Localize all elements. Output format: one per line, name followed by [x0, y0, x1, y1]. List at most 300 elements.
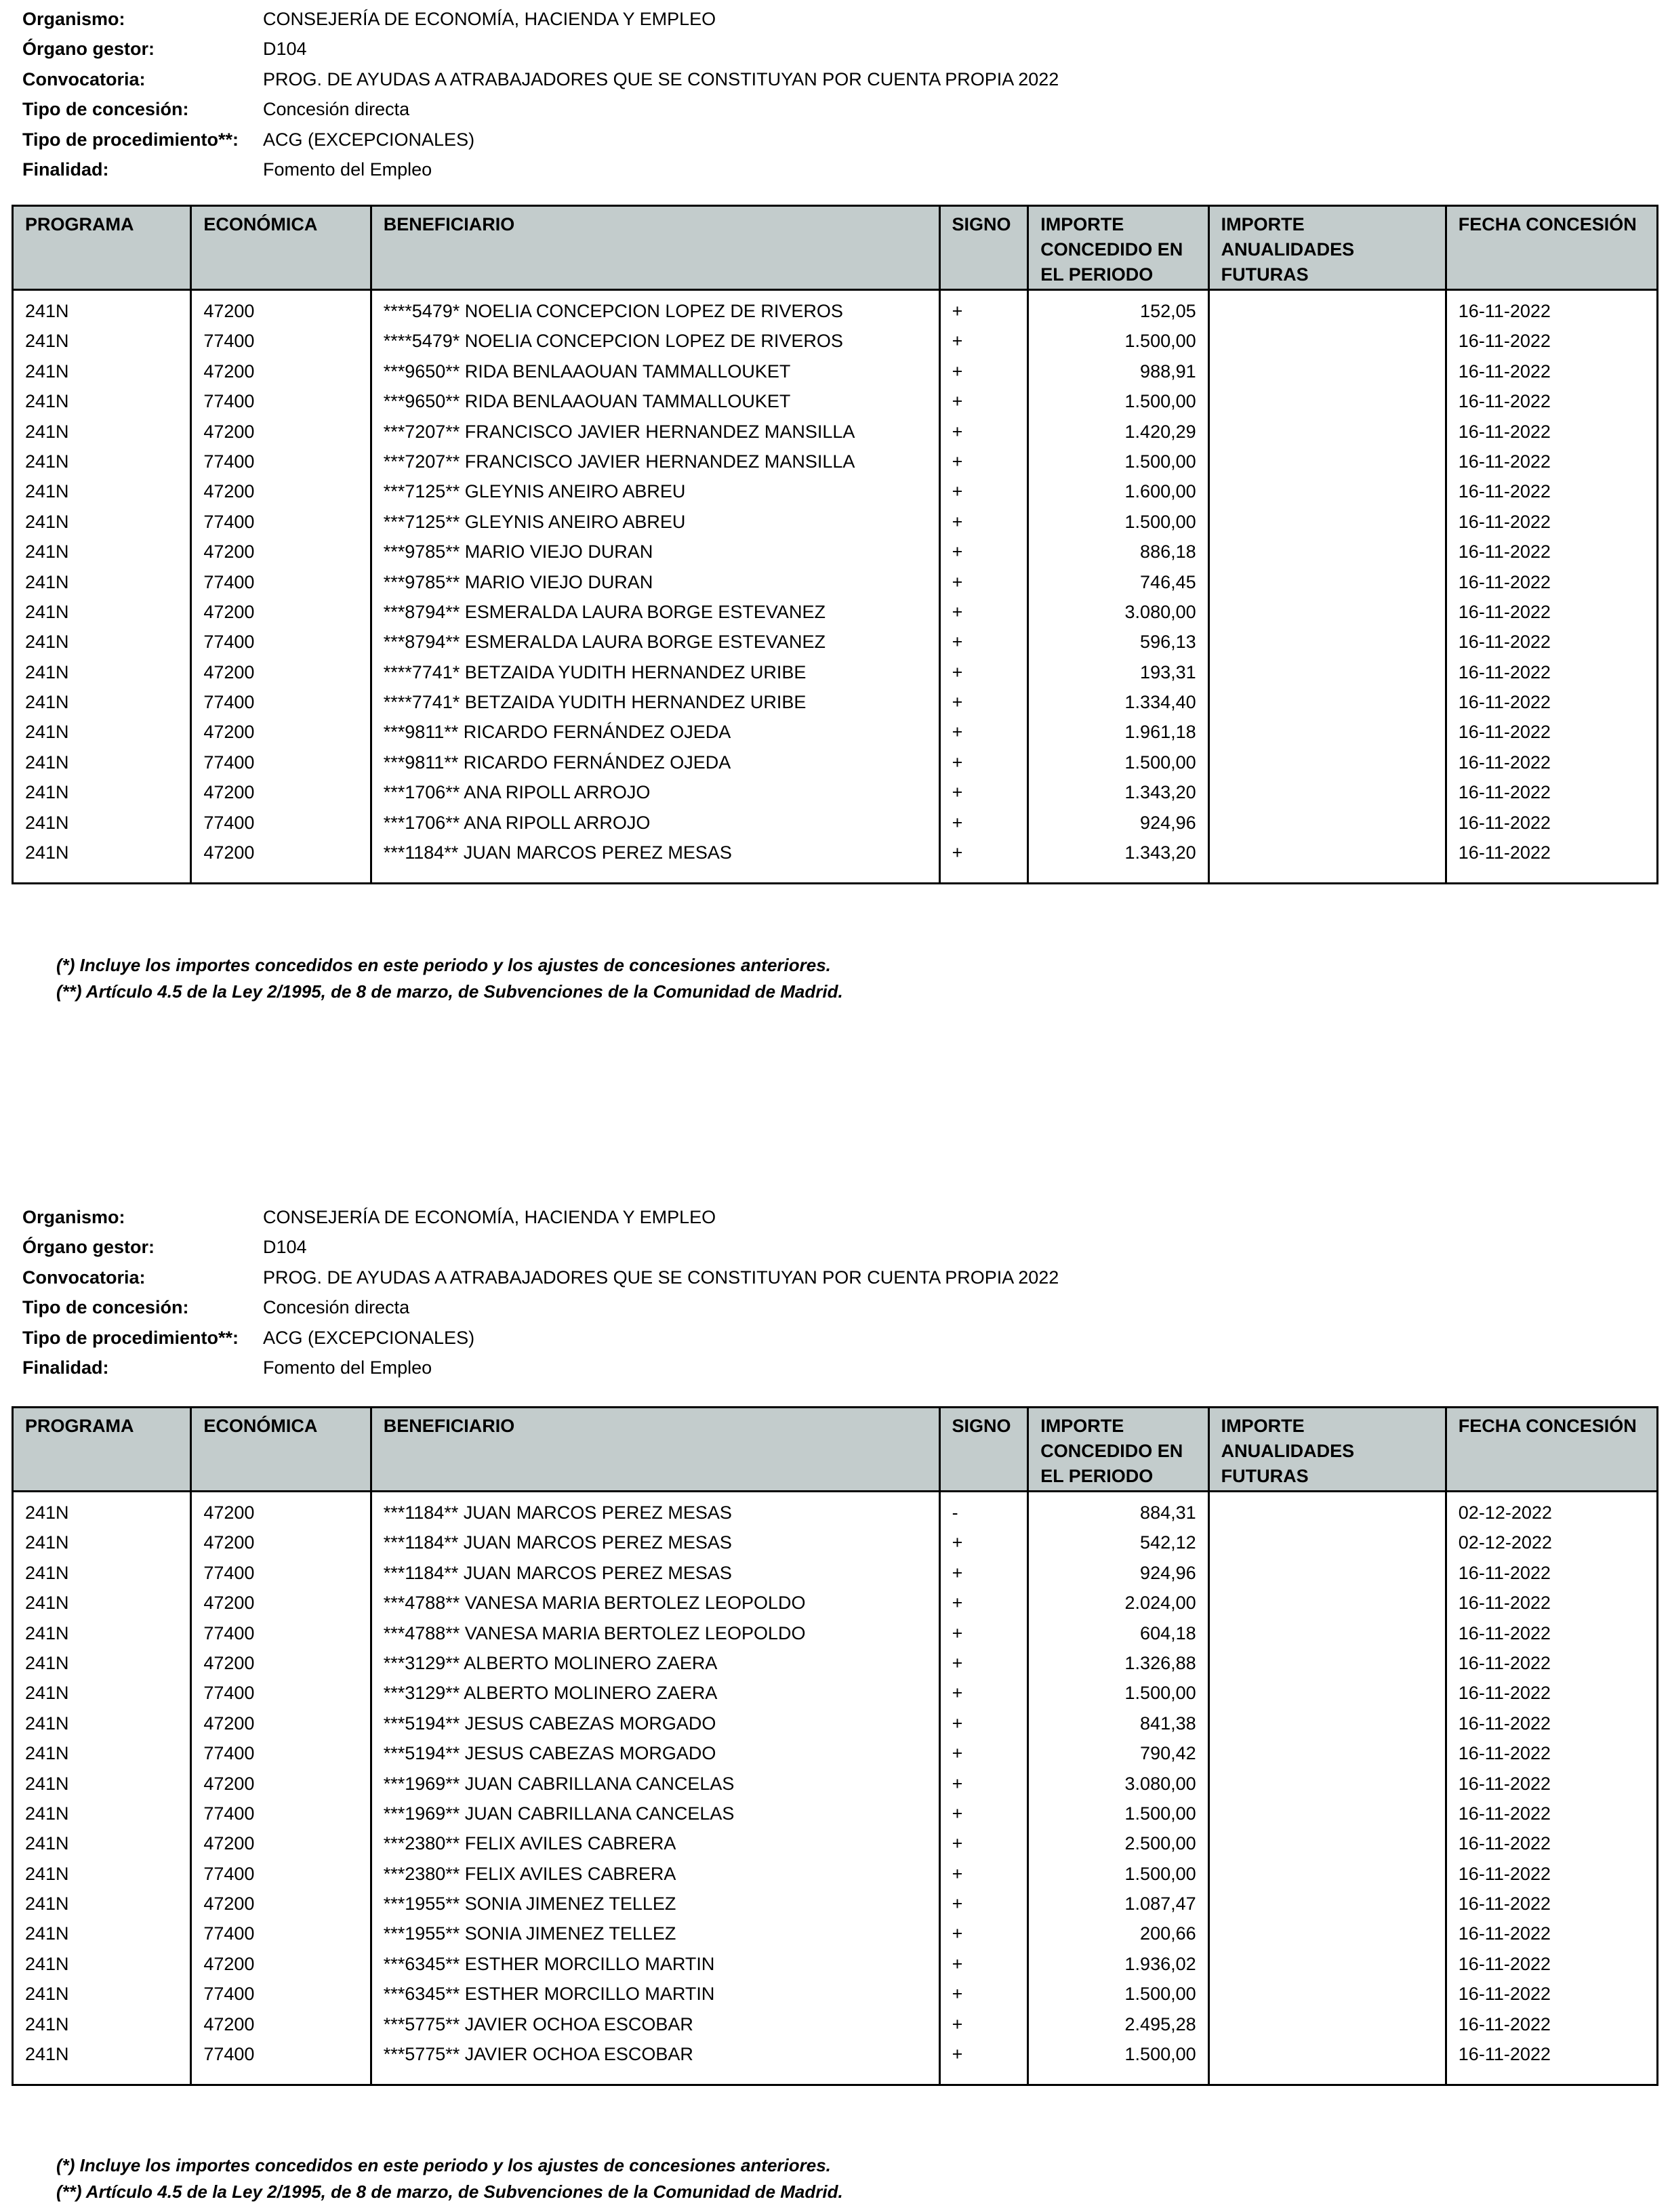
- table-cell-programa: 241N: [25, 1562, 69, 1583]
- table-cell-signo: +: [952, 1713, 963, 1734]
- table-cell-fecha-concesion: 16-11-2022: [1458, 331, 1551, 352]
- header-info-value: CONSEJERÍA DE ECONOMÍA, HACIENDA Y EMPLEO: [263, 1207, 716, 1227]
- table-cell-fecha-concesion: 02-12-2022: [1458, 1532, 1552, 1553]
- table-cell-signo: +: [952, 451, 963, 472]
- header-info-row: [22, 1323, 1059, 1353]
- table-cell-economica: 77400: [203, 2044, 255, 2065]
- table-cell-fecha-concesion: 16-11-2022: [1458, 1743, 1551, 1764]
- column-economica: [192, 1492, 371, 2084]
- table-cell-importe-concedido: 884,31: [1140, 1502, 1196, 1523]
- footnotes: [56, 952, 843, 1005]
- table-cell-signo: +: [952, 752, 963, 773]
- table-cell-importe-concedido: 1.961,18: [1124, 722, 1196, 743]
- table-cell-programa: 241N: [25, 782, 69, 803]
- footnotes: [56, 2152, 843, 2205]
- header-info-row: [22, 1292, 1059, 1322]
- footnote: (**) Artículo 4.5 de la Ley 2/1995, de 8 de marzo, de Subvenciones de la Comunidad de Madrid.: [56, 981, 843, 1002]
- header-info-value: Concesión directa: [263, 99, 410, 120]
- table-cell-signo: +: [952, 1562, 963, 1583]
- table-cell-programa: 241N: [25, 1803, 69, 1824]
- table-cell-beneficiario: ***1969** JUAN CABRILLANA CANCELAS: [383, 1773, 735, 1794]
- table-cell-programa: 241N: [25, 451, 69, 472]
- header-info: [22, 1202, 1059, 1382]
- column-header-importe-concedido: IMPORTE CONCEDIDO EN EL PERIODO: [1029, 1408, 1209, 1490]
- table-cell-importe-anualidades: [1210, 326, 1445, 356]
- header-info-value: Fomento del Empleo: [263, 159, 432, 180]
- table-cell-signo: +: [952, 571, 963, 592]
- table-cell-signo: +: [952, 782, 963, 803]
- table-cell-programa: 241N: [25, 1893, 69, 1914]
- table-cell-fecha-concesion: 16-11-2022: [1458, 541, 1551, 562]
- table-cell-importe-anualidades: [1210, 1498, 1445, 1528]
- table-cell-importe-concedido: 1.500,00: [1124, 1803, 1196, 1824]
- header-info-row: [22, 64, 1059, 94]
- footnote: (**) Artículo 4.5 de la Ley 2/1995, de 8 de marzo, de Subvenciones de la Comunidad de Madrid.: [56, 2182, 843, 2202]
- table-cell-fecha-concesion: 16-11-2022: [1458, 1893, 1551, 1914]
- column-importe-anualidades: [1210, 1492, 1447, 2084]
- table-cell-importe-concedido: 1.500,00: [1124, 752, 1196, 773]
- header-info-row: [22, 1232, 1059, 1262]
- table-cell-signo: +: [952, 391, 963, 412]
- table-cell-signo: +: [952, 541, 963, 562]
- table-cell-importe-concedido: 1.420,29: [1124, 421, 1196, 442]
- table-cell-beneficiario: ***6345** ESTHER MORCILLO MARTIN: [383, 1953, 715, 1974]
- table-cell-fecha-concesion: 16-11-2022: [1458, 2013, 1551, 2034]
- column-header-programa: PROGRAMA: [14, 1408, 192, 1490]
- table-cell-signo: +: [952, 1833, 963, 1854]
- table-cell-beneficiario: ***5775** JAVIER OCHOA ESCOBAR: [383, 2044, 693, 2065]
- table-cell-fecha-concesion: 16-11-2022: [1458, 782, 1551, 803]
- table-cell-beneficiario: ***4788** VANESA MARIA BERTOLEZ LEOPOLDO: [383, 1593, 806, 1614]
- table-cell-fecha-concesion: 16-11-2022: [1458, 301, 1551, 321]
- table-cell-programa: 241N: [25, 812, 69, 833]
- table-cell-importe-anualidades: [1210, 1769, 1445, 1799]
- table-cell-signo: +: [952, 1953, 963, 1974]
- table-cell-economica: 47200: [203, 301, 255, 321]
- table-cell-beneficiario: ****5479* NOELIA CONCEPCION LOPEZ DE RIVEROS: [383, 301, 843, 321]
- table-cell-fecha-concesion: 16-11-2022: [1458, 1713, 1551, 1734]
- table-cell-fecha-concesion: 16-11-2022: [1458, 632, 1551, 653]
- table-cell-fecha-concesion: 16-11-2022: [1458, 1652, 1551, 1673]
- header-info-label: Tipo de procedimiento**:: [22, 129, 239, 150]
- table-cell-beneficiario: ***6345** ESTHER MORCILLO MARTIN: [383, 1984, 715, 2005]
- header-info-row: [22, 155, 1059, 184]
- table-cell-programa: 241N: [25, 842, 69, 863]
- table-cell-importe-anualidades: [1210, 838, 1445, 867]
- table-cell-importe-concedido: 1.500,00: [1124, 451, 1196, 472]
- table-cell-fecha-concesion: 16-11-2022: [1458, 752, 1551, 773]
- header-info-label: Convocatoria:: [22, 68, 146, 89]
- table-cell-signo: +: [952, 1923, 963, 1944]
- header-info-value: Fomento del Empleo: [263, 1357, 432, 1378]
- table-cell-beneficiario: ****7741* BETZAIDA YUDITH HERNANDEZ URIBE: [383, 692, 807, 713]
- table-cell-beneficiario: ***5194** JESUS CABEZAS MORGADO: [383, 1713, 716, 1734]
- table-cell-beneficiario: ***7125** GLEYNIS ANEIRO ABREU: [383, 481, 686, 502]
- table-cell-signo: +: [952, 1803, 963, 1824]
- table-cell-beneficiario: ***9785** MARIO VIEJO DURAN: [383, 541, 653, 562]
- table-cell-programa: 241N: [25, 601, 69, 622]
- table-cell-economica: 77400: [203, 1803, 255, 1824]
- table-cell-signo: +: [952, 361, 963, 382]
- table-cell-importe-anualidades: [1210, 1648, 1445, 1678]
- table-cell-beneficiario: ***9650** RIDA BENLAAOUAN TAMMALLOUKET: [383, 391, 791, 412]
- column-header-importe-anualidades: IMPORTE ANUALIDADES FUTURAS: [1210, 1408, 1447, 1490]
- table-cell-programa: 241N: [25, 361, 69, 382]
- table-cell-signo: +: [952, 1863, 963, 1884]
- table-cell-programa: 241N: [25, 661, 69, 682]
- header-info-label: Finalidad:: [22, 159, 109, 180]
- table-cell-beneficiario: ***7207** FRANCISCO JAVIER HERNANDEZ MANSILLA: [383, 451, 855, 472]
- header-info-label: Organismo:: [22, 9, 125, 29]
- table-cell-fecha-concesion: 16-11-2022: [1458, 421, 1551, 442]
- table-cell-beneficiario: ***2380** FELIX AVILES CABRERA: [383, 1863, 676, 1884]
- table-cell-economica: 77400: [203, 451, 255, 472]
- header-info-label: Organismo:: [22, 1207, 125, 1227]
- column-signo: [941, 291, 1030, 882]
- table-cell-importe-concedido: 924,96: [1140, 812, 1196, 833]
- header-info-row: [22, 1263, 1059, 1292]
- table-cell-importe-anualidades: [1210, 537, 1445, 567]
- header-info-label: Tipo de concesión:: [22, 99, 189, 120]
- column-header-beneficiario: BENEFICIARIO: [372, 207, 941, 289]
- table-cell-economica: 47200: [203, 1833, 255, 1854]
- table-cell-economica: 47200: [203, 601, 255, 622]
- table-body: [14, 1492, 1656, 2084]
- table-cell-importe-anualidades: [1210, 1588, 1445, 1618]
- table-cell-beneficiario: ***1955** SONIA JIMENEZ TELLEZ: [383, 1893, 676, 1914]
- table-cell-beneficiario: ***4788** VANESA MARIA BERTOLEZ LEOPOLDO: [383, 1622, 806, 1643]
- table-cell-importe-anualidades: [1210, 447, 1445, 476]
- table-cell-importe-concedido: 1.500,00: [1124, 511, 1196, 532]
- table-cell-beneficiario: ***1969** JUAN CABRILLANA CANCELAS: [383, 1803, 735, 1824]
- column-programa: [14, 291, 192, 882]
- table-cell-importe-anualidades: [1210, 1528, 1445, 1557]
- table-cell-signo: +: [952, 301, 963, 321]
- table-cell-signo: +: [952, 601, 963, 622]
- table-cell-beneficiario: ***1184** JUAN MARCOS PEREZ MESAS: [383, 842, 732, 863]
- table-cell-economica: 77400: [203, 1743, 255, 1764]
- table-cell-signo: +: [952, 1593, 963, 1614]
- table-cell-importe-anualidades: [1210, 2009, 1445, 2039]
- table-cell-importe-anualidades: [1210, 507, 1445, 537]
- table-cell-importe-concedido: 193,31: [1140, 661, 1196, 682]
- table-cell-programa: 241N: [25, 1683, 69, 1704]
- table-cell-fecha-concesion: 16-11-2022: [1458, 1773, 1551, 1794]
- table-cell-importe-concedido: 1.500,00: [1124, 391, 1196, 412]
- table-cell-programa: 241N: [25, 541, 69, 562]
- table-cell-signo: +: [952, 1893, 963, 1914]
- table-cell-importe-anualidades: [1210, 1738, 1445, 1768]
- table-cell-fecha-concesion: 16-11-2022: [1458, 1984, 1551, 2005]
- table-cell-economica: 77400: [203, 1562, 255, 1583]
- table-cell-programa: 241N: [25, 421, 69, 442]
- table-cell-beneficiario: ***1184** JUAN MARCOS PEREZ MESAS: [383, 1532, 732, 1553]
- column-header-signo: SIGNO: [941, 1408, 1030, 1490]
- column-fecha-concesion: [1447, 1492, 1656, 2084]
- table-cell-programa: 241N: [25, 1863, 69, 1884]
- table-cell-importe-anualidades: [1210, 657, 1445, 687]
- column-header-economica: ECONÓMICA: [192, 207, 371, 289]
- table-cell-importe-concedido: 3.080,00: [1124, 601, 1196, 622]
- column-header-importe-concedido: IMPORTE CONCEDIDO EN EL PERIODO: [1029, 207, 1209, 289]
- table-cell-importe-anualidades: [1210, 717, 1445, 747]
- column-importe-anualidades: [1210, 291, 1447, 882]
- concessions-table: [12, 205, 1658, 884]
- table-cell-importe-anualidades: [1210, 476, 1445, 506]
- table-cell-importe-concedido: 1.334,40: [1124, 692, 1196, 713]
- table-cell-economica: 47200: [203, 722, 255, 743]
- table-cell-economica: 47200: [203, 1893, 255, 1914]
- table-cell-importe-anualidades: [1210, 1708, 1445, 1738]
- table-cell-importe-concedido: 841,38: [1140, 1713, 1196, 1734]
- table-cell-importe-anualidades: [1210, 1979, 1445, 2009]
- table-cell-economica: 47200: [203, 842, 255, 863]
- header-info-value: ACG (EXCEPCIONALES): [263, 129, 475, 150]
- table-cell-importe-concedido: 2.500,00: [1124, 1833, 1196, 1854]
- table-cell-importe-anualidades: [1210, 1828, 1445, 1858]
- table-cell-programa: 241N: [25, 1833, 69, 1854]
- column-signo: [941, 1492, 1030, 2084]
- table-cell-fecha-concesion: 16-11-2022: [1458, 601, 1551, 622]
- table-cell-programa: 241N: [25, 752, 69, 773]
- table-cell-signo: +: [952, 421, 963, 442]
- table-cell-signo: +: [952, 1532, 963, 1553]
- table-cell-importe-concedido: 604,18: [1140, 1622, 1196, 1643]
- table-header: [14, 207, 1656, 291]
- table-cell-importe-anualidades: [1210, 627, 1445, 657]
- table-cell-programa: 241N: [25, 1743, 69, 1764]
- table-cell-fecha-concesion: 16-11-2022: [1458, 1593, 1551, 1614]
- table-cell-economica: 77400: [203, 1923, 255, 1944]
- table-cell-importe-concedido: 1.500,00: [1124, 1984, 1196, 2005]
- table-cell-importe-anualidades: [1210, 1949, 1445, 1979]
- table-cell-beneficiario: ***2380** FELIX AVILES CABRERA: [383, 1833, 676, 1854]
- table-cell-importe-anualidades: [1210, 567, 1445, 597]
- table-cell-importe-anualidades: [1210, 1889, 1445, 1919]
- column-header-programa: PROGRAMA: [14, 207, 192, 289]
- table-cell-programa: 241N: [25, 1713, 69, 1734]
- table-cell-signo: +: [952, 722, 963, 743]
- table-cell-importe-anualidades: [1210, 1919, 1445, 1948]
- table-cell-importe-concedido: 596,13: [1140, 632, 1196, 653]
- table-cell-importe-concedido: 3.080,00: [1124, 1773, 1196, 1794]
- table-cell-signo: +: [952, 812, 963, 833]
- table-cell-importe-concedido: 542,12: [1140, 1532, 1196, 1553]
- table-cell-beneficiario: ***1184** JUAN MARCOS PEREZ MESAS: [383, 1562, 732, 1583]
- table-cell-programa: 241N: [25, 301, 69, 321]
- table-cell-signo: -: [952, 1502, 958, 1523]
- table-cell-economica: 47200: [203, 1773, 255, 1794]
- table-cell-beneficiario: ***9785** MARIO VIEJO DURAN: [383, 571, 653, 592]
- table-cell-beneficiario: ***1706** ANA RIPOLL ARROJO: [383, 782, 651, 803]
- table-cell-economica: 77400: [203, 1622, 255, 1643]
- table-cell-programa: 241N: [25, 1532, 69, 1553]
- table-cell-beneficiario: ***3129** ALBERTO MOLINERO ZAERA: [383, 1683, 718, 1704]
- header-info-row: [22, 94, 1059, 124]
- table-cell-fecha-concesion: 16-11-2022: [1458, 1683, 1551, 1704]
- table-cell-programa: 241N: [25, 1652, 69, 1673]
- table-cell-programa: 241N: [25, 692, 69, 713]
- table-cell-importe-anualidades: [1210, 1618, 1445, 1648]
- table-cell-economica: 47200: [203, 1953, 255, 1974]
- table-cell-importe-anualidades: [1210, 296, 1445, 326]
- table-cell-signo: +: [952, 692, 963, 713]
- table-cell-beneficiario: ****5479* NOELIA CONCEPCION LOPEZ DE RIVEROS: [383, 331, 843, 352]
- table-cell-fecha-concesion: 16-11-2022: [1458, 692, 1551, 713]
- table-cell-importe-concedido: 2.495,28: [1124, 2013, 1196, 2034]
- column-header-economica: ECONÓMICA: [192, 1408, 371, 1490]
- table-header: [14, 1408, 1656, 1492]
- header-info-value: PROG. DE AYUDAS A ATRABAJADORES QUE SE CONSTITUYAN POR CUENTA PROPIA 2022: [263, 68, 1059, 89]
- header-info-label: Tipo de concesión:: [22, 1297, 189, 1318]
- table-cell-fecha-concesion: 16-11-2022: [1458, 1953, 1551, 1974]
- table-cell-fecha-concesion: 16-11-2022: [1458, 722, 1551, 743]
- table-cell-fecha-concesion: 16-11-2022: [1458, 571, 1551, 592]
- table-cell-economica: 77400: [203, 331, 255, 352]
- table-cell-importe-anualidades: [1210, 597, 1445, 627]
- table-cell-importe-concedido: 1.343,20: [1124, 842, 1196, 863]
- header-info-row: [22, 1202, 1059, 1232]
- table-cell-economica: 77400: [203, 812, 255, 833]
- table-cell-fecha-concesion: 16-11-2022: [1458, 2044, 1551, 2065]
- table-cell-fecha-concesion: 16-11-2022: [1458, 391, 1551, 412]
- table-cell-beneficiario: ***8794** ESMERALDA LAURA BORGE ESTEVANEZ: [383, 632, 826, 653]
- table-cell-beneficiario: ***1184** JUAN MARCOS PEREZ MESAS: [383, 1502, 732, 1523]
- table-cell-importe-anualidades: [1210, 687, 1445, 717]
- table-cell-signo: +: [952, 1984, 963, 2005]
- table-cell-programa: 241N: [25, 331, 69, 352]
- table-cell-fecha-concesion: 16-11-2022: [1458, 481, 1551, 502]
- table-cell-signo: +: [952, 1652, 963, 1673]
- table-cell-importe-concedido: 1.326,88: [1124, 1652, 1196, 1673]
- header-info-value: CONSEJERÍA DE ECONOMÍA, HACIENDA Y EMPLEO: [263, 9, 716, 29]
- column-header-importe-anualidades: IMPORTE ANUALIDADES FUTURAS: [1210, 207, 1447, 289]
- table-cell-programa: 241N: [25, 1593, 69, 1614]
- header-info-label: Órgano gestor:: [22, 39, 155, 60]
- table-cell-economica: 47200: [203, 1532, 255, 1553]
- table-cell-importe-concedido: 1.087,47: [1124, 1893, 1196, 1914]
- table-cell-importe-concedido: 790,42: [1140, 1743, 1196, 1764]
- header-info-value: Concesión directa: [263, 1297, 410, 1318]
- table-cell-economica: 77400: [203, 571, 255, 592]
- column-importe-concedido: [1029, 1492, 1209, 2084]
- table-cell-signo: +: [952, 661, 963, 682]
- table-cell-importe-anualidades: [1210, 1859, 1445, 1889]
- table-cell-signo: +: [952, 2044, 963, 2065]
- table-cell-beneficiario: ***5775** JAVIER OCHOA ESCOBAR: [383, 2013, 693, 2034]
- table-cell-signo: +: [952, 632, 963, 653]
- table-cell-economica: 77400: [203, 511, 255, 532]
- table-cell-fecha-concesion: 16-11-2022: [1458, 451, 1551, 472]
- table-cell-fecha-concesion: 16-11-2022: [1458, 661, 1551, 682]
- table-cell-programa: 241N: [25, 1923, 69, 1944]
- column-importe-concedido: [1029, 291, 1209, 882]
- table-cell-importe-concedido: 1.600,00: [1124, 481, 1196, 502]
- table-cell-importe-anualidades: [1210, 2039, 1445, 2069]
- table-cell-importe-concedido: 1.500,00: [1124, 1863, 1196, 1884]
- header-info-row: [22, 1353, 1059, 1382]
- table-cell-signo: +: [952, 1773, 963, 1794]
- header-info-label: Finalidad:: [22, 1357, 109, 1378]
- table-cell-beneficiario: ***5194** JESUS CABEZAS MORGADO: [383, 1743, 716, 1764]
- table-cell-fecha-concesion: 16-11-2022: [1458, 1863, 1551, 1884]
- footnote: (*) Incluye los importes concedidos en este periodo y los ajustes de concesiones anteriores.: [56, 955, 831, 975]
- table-cell-economica: 77400: [203, 752, 255, 773]
- table-cell-importe-concedido: 1.500,00: [1124, 1683, 1196, 1704]
- table-cell-programa: 241N: [25, 632, 69, 653]
- column-beneficiario: [372, 291, 941, 882]
- table-cell-importe-anualidades: [1210, 386, 1445, 416]
- table-cell-fecha-concesion: 16-11-2022: [1458, 1833, 1551, 1854]
- column-header-signo: SIGNO: [941, 207, 1030, 289]
- table-cell-fecha-concesion: 16-11-2022: [1458, 511, 1551, 532]
- table-cell-economica: 47200: [203, 1652, 255, 1673]
- table-cell-economica: 47200: [203, 1593, 255, 1614]
- table-cell-fecha-concesion: 16-11-2022: [1458, 361, 1551, 382]
- table-cell-importe-concedido: 2.024,00: [1124, 1593, 1196, 1614]
- table-cell-signo: +: [952, 1683, 963, 1704]
- header-info-label: Convocatoria:: [22, 1267, 146, 1288]
- table-cell-importe-concedido: 1.500,00: [1124, 2044, 1196, 2065]
- table-cell-programa: 241N: [25, 511, 69, 532]
- table-cell-economica: 47200: [203, 782, 255, 803]
- table-cell-importe-concedido: 924,96: [1140, 1562, 1196, 1583]
- table-cell-fecha-concesion: 02-12-2022: [1458, 1502, 1552, 1523]
- table-cell-fecha-concesion: 16-11-2022: [1458, 842, 1551, 863]
- table-cell-importe-anualidades: [1210, 777, 1445, 807]
- table-cell-importe-concedido: 152,05: [1140, 301, 1196, 321]
- table-cell-importe-concedido: 200,66: [1140, 1923, 1196, 1944]
- table-cell-importe-concedido: 746,45: [1140, 571, 1196, 592]
- header-info-value: D104: [263, 39, 307, 60]
- table-cell-importe-anualidades: [1210, 417, 1445, 447]
- table-cell-importe-concedido: 988,91: [1140, 361, 1196, 382]
- table-cell-programa: 241N: [25, 1502, 69, 1523]
- header-info-value: D104: [263, 1237, 307, 1258]
- table-cell-importe-anualidades: [1210, 1678, 1445, 1708]
- table-cell-beneficiario: ***9811** RICARDO FERNÁNDEZ OJEDA: [383, 752, 731, 773]
- table-cell-importe-anualidades: [1210, 356, 1445, 386]
- header-info-value: PROG. DE AYUDAS A ATRABAJADORES QUE SE CONSTITUYAN POR CUENTA PROPIA 2022: [263, 1267, 1059, 1288]
- table-cell-beneficiario: ***9811** RICARDO FERNÁNDEZ OJEDA: [383, 722, 731, 743]
- header-info-label: Tipo de procedimiento**:: [22, 1327, 239, 1348]
- table-cell-signo: +: [952, 1743, 963, 1764]
- table-cell-economica: 47200: [203, 2013, 255, 2034]
- table-cell-beneficiario: ***7125** GLEYNIS ANEIRO ABREU: [383, 511, 686, 532]
- table-cell-signo: +: [952, 1622, 963, 1643]
- table-cell-economica: 77400: [203, 391, 255, 412]
- table-cell-importe-anualidades: [1210, 808, 1445, 838]
- column-header-fecha-concesion: FECHA CONCESIÓN: [1458, 1416, 1637, 1436]
- footnote: (*) Incluye los importes concedidos en este periodo y los ajustes de concesiones anteriores.: [56, 2155, 831, 2175]
- column-beneficiario: [372, 1492, 941, 2084]
- column-header-fecha-concesion: FECHA CONCESIÓN: [1458, 214, 1637, 234]
- table-cell-importe-anualidades: [1210, 747, 1445, 777]
- table-cell-importe-anualidades: [1210, 1558, 1445, 1588]
- table-cell-fecha-concesion: 16-11-2022: [1458, 812, 1551, 833]
- header-info-row: [22, 4, 1059, 34]
- table-cell-programa: 241N: [25, 1953, 69, 1974]
- table-cell-signo: +: [952, 2013, 963, 2034]
- column-header-beneficiario: BENEFICIARIO: [372, 1408, 941, 1490]
- table-cell-fecha-concesion: 16-11-2022: [1458, 1803, 1551, 1824]
- header-info-value: ACG (EXCEPCIONALES): [263, 1327, 475, 1348]
- table-cell-programa: 241N: [25, 2044, 69, 2065]
- header-info-row: [22, 125, 1059, 155]
- table-cell-economica: 47200: [203, 661, 255, 682]
- table-cell-signo: +: [952, 511, 963, 532]
- column-economica: [192, 291, 371, 882]
